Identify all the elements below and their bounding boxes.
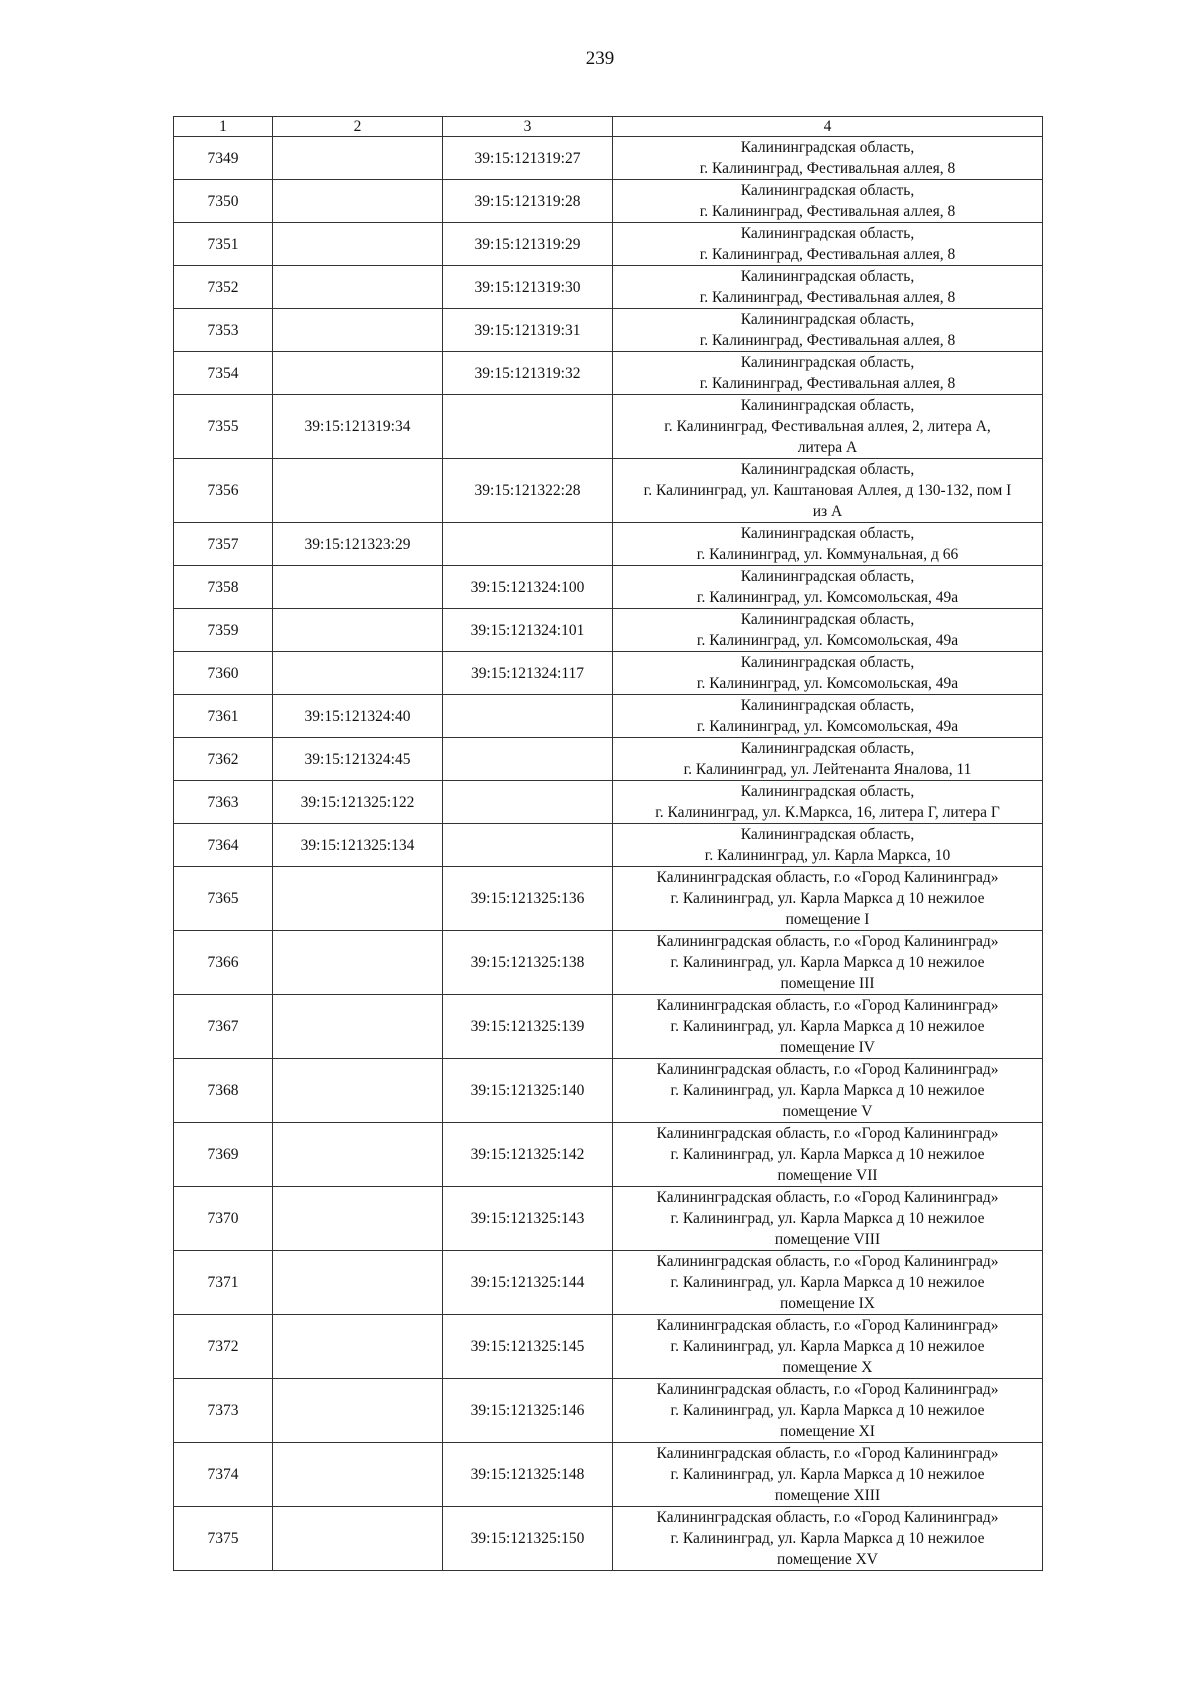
cadastral-number-cell: [273, 931, 443, 995]
cadastral-number-cell: 39:15:121324:40: [273, 695, 443, 738]
row-number-cell: 7363: [174, 781, 273, 824]
premises-number-cell: 39:15:121324:117: [443, 652, 613, 695]
premises-number-cell: 39:15:121325:145: [443, 1315, 613, 1379]
table-row: [174, 995, 1043, 1059]
row-number-cell: 7355: [174, 395, 273, 459]
row-number-cell: 7361: [174, 695, 273, 738]
column-header-1: 1: [174, 117, 273, 137]
row-number-cell: 7352: [174, 266, 273, 309]
row-number-cell: 7375: [174, 1507, 273, 1571]
cadastral-number-cell: [273, 1507, 443, 1571]
column-header-4: 4: [613, 117, 1043, 137]
table-row: [174, 931, 1043, 995]
cadastral-number-cell: 39:15:121325:122: [273, 781, 443, 824]
address-cell: Калининградская область, г. Калининград, ул. Комсомольская, 49а: [613, 695, 1043, 738]
cadastral-number-cell: [273, 223, 443, 266]
cadastral-number-cell: 39:15:121319:34: [273, 395, 443, 459]
table-row: [174, 223, 1043, 266]
address-cell: Калининградская область, г. Калининград, ул. Коммунальная, д 66: [613, 523, 1043, 566]
premises-number-cell: 39:15:121325:142: [443, 1123, 613, 1187]
table-row: [174, 824, 1043, 867]
cadastral-number-cell: [273, 995, 443, 1059]
table-row: [174, 266, 1043, 309]
premises-number-cell: [443, 395, 613, 459]
row-number-cell: 7374: [174, 1443, 273, 1507]
table-row: [174, 180, 1043, 223]
address-cell: Калининградская область, г.о «Город Калининград» г. Калининград, ул. Карла Маркса д 10 нежилое помещение III: [613, 931, 1043, 995]
cadastral-number-cell: [273, 1443, 443, 1507]
cadastral-number-cell: [273, 566, 443, 609]
row-number-cell: 7351: [174, 223, 273, 266]
table-row: [174, 1379, 1043, 1443]
premises-number-cell: [443, 523, 613, 566]
row-number-cell: 7371: [174, 1251, 273, 1315]
row-number-cell: 7357: [174, 523, 273, 566]
table-row: [174, 1315, 1043, 1379]
premises-number-cell: [443, 695, 613, 738]
cadastral-number-cell: [273, 180, 443, 223]
table-row: [174, 867, 1043, 931]
premises-number-cell: 39:15:121319:29: [443, 223, 613, 266]
row-number-cell: 7359: [174, 609, 273, 652]
address-cell: Калининградская область, г.о «Город Калининград» г. Калининград, ул. Карла Маркса д 10 нежилое помещение I: [613, 867, 1043, 931]
address-cell: Калининградская область, г. Калининград, Фестивальная аллея, 8: [613, 266, 1043, 309]
premises-number-cell: 39:15:121325:150: [443, 1507, 613, 1571]
row-number-cell: 7360: [174, 652, 273, 695]
premises-number-cell: 39:15:121325:144: [443, 1251, 613, 1315]
table-row: [174, 395, 1043, 459]
address-cell: Калининградская область, г.о «Город Калининград» г. Калининград, ул. Карла Маркса д 10 нежилое помещение IV: [613, 995, 1043, 1059]
address-cell: Калининградская область, г.о «Город Калининград» г. Калининград, ул. Карла Маркса д 10 нежилое помещение VII: [613, 1123, 1043, 1187]
address-cell: Калининградская область, г. Калининград, Фестивальная аллея, 8: [613, 180, 1043, 223]
address-cell: Калининградская область, г. Калининград, Фестивальная аллея, 8: [613, 223, 1043, 266]
row-number-cell: 7349: [174, 137, 273, 180]
cadastral-number-cell: 39:15:121325:134: [273, 824, 443, 867]
address-cell: Калининградская область, г. Калининград, Фестивальная аллея, 2, литера А, литера А: [613, 395, 1043, 459]
table-row: [174, 1059, 1043, 1123]
premises-number-cell: 39:15:121325:136: [443, 867, 613, 931]
cadastral-number-cell: [273, 309, 443, 352]
table-row: [174, 609, 1043, 652]
address-cell: Калининградская область, г. Калининград, ул. Каштановая Аллея, д 130-132, пом I из А: [613, 459, 1043, 523]
row-number-cell: 7368: [174, 1059, 273, 1123]
table-row: [174, 309, 1043, 352]
address-cell: Калининградская область, г. Калининград, ул. Комсомольская, 49а: [613, 652, 1043, 695]
premises-number-cell: 39:15:121319:28: [443, 180, 613, 223]
premises-number-cell: 39:15:121325:148: [443, 1443, 613, 1507]
table-row: [174, 1507, 1043, 1571]
table-row: [174, 137, 1043, 180]
table-row: [174, 523, 1043, 566]
address-cell: Калининградская область, г. Калининград, ул. Карла Маркса, 10: [613, 824, 1043, 867]
address-cell: Калининградская область, г.о «Город Калининград» г. Калининград, ул. Карла Маркса д 10 нежилое помещение IX: [613, 1251, 1043, 1315]
row-number-cell: 7370: [174, 1187, 273, 1251]
address-cell: Калининградская область, г. Калининград, Фестивальная аллея, 8: [613, 137, 1043, 180]
column-header-2: 2: [273, 117, 443, 137]
row-number-cell: 7358: [174, 566, 273, 609]
address-cell: Калининградская область, г.о «Город Калининград» г. Калининград, ул. Карла Маркса д 10 нежилое помещение V: [613, 1059, 1043, 1123]
row-number-cell: 7367: [174, 995, 273, 1059]
page-number: 239: [585, 48, 615, 69]
address-cell: Калининградская область, г.о «Город Калининград» г. Калининград, ул. Карла Маркса д 10 нежилое помещение XI: [613, 1379, 1043, 1443]
premises-number-cell: 39:15:121325:143: [443, 1187, 613, 1251]
table-row: [174, 566, 1043, 609]
address-cell: Калининградская область, г.о «Город Калининград» г. Калининград, ул. Карла Маркса д 10 нежилое помещение XIII: [613, 1443, 1043, 1507]
column-header-3: 3: [443, 117, 613, 137]
premises-number-cell: 39:15:121325:139: [443, 995, 613, 1059]
row-number-cell: 7353: [174, 309, 273, 352]
premises-number-cell: 39:15:121319:32: [443, 352, 613, 395]
table-row: [174, 652, 1043, 695]
row-number-cell: 7362: [174, 738, 273, 781]
premises-number-cell: [443, 738, 613, 781]
cadastral-number-cell: [273, 1187, 443, 1251]
premises-number-cell: 39:15:121322:28: [443, 459, 613, 523]
premises-number-cell: 39:15:121319:27: [443, 137, 613, 180]
row-number-cell: 7365: [174, 867, 273, 931]
cadastral-number-cell: [273, 137, 443, 180]
cadastral-number-cell: [273, 1315, 443, 1379]
cadastral-number-cell: [273, 1379, 443, 1443]
row-number-cell: 7369: [174, 1123, 273, 1187]
table-row: [174, 1187, 1043, 1251]
row-number-cell: 7350: [174, 180, 273, 223]
address-cell: Калининградская область, г. Калининград, ул. Лейтенанта Яналова, 11: [613, 738, 1043, 781]
address-cell: Калининградская область, г. Калининград, ул. Комсомольская, 49а: [613, 566, 1043, 609]
table-row: [174, 1123, 1043, 1187]
cadastral-number-cell: [273, 352, 443, 395]
cadastral-number-cell: [273, 609, 443, 652]
cadastral-number-cell: [273, 266, 443, 309]
address-cell: Калининградская область, г. Калининград, Фестивальная аллея, 8: [613, 309, 1043, 352]
cadastral-number-cell: [273, 1251, 443, 1315]
table-row: [174, 1251, 1043, 1315]
registry-table: [173, 116, 1043, 1571]
row-number-cell: 7372: [174, 1315, 273, 1379]
premises-number-cell: 39:15:121325:146: [443, 1379, 613, 1443]
header-row: [174, 117, 1043, 137]
address-cell: Калининградская область, г.о «Город Калининград» г. Калининград, ул. Карла Маркса д 10 нежилое помещение X: [613, 1315, 1043, 1379]
address-cell: Калининградская область, г.о «Город Калининград» г. Калининград, ул. Карла Маркса д 10 нежилое помещение XV: [613, 1507, 1043, 1571]
table-row: [174, 459, 1043, 523]
premises-number-cell: 39:15:121325:140: [443, 1059, 613, 1123]
cadastral-number-cell: [273, 867, 443, 931]
row-number-cell: 7366: [174, 931, 273, 995]
row-number-cell: 7364: [174, 824, 273, 867]
premises-number-cell: 39:15:121325:138: [443, 931, 613, 995]
premises-number-cell: 39:15:121324:100: [443, 566, 613, 609]
table-row: [174, 738, 1043, 781]
premises-number-cell: 39:15:121319:31: [443, 309, 613, 352]
cadastral-number-cell: [273, 652, 443, 695]
premises-number-cell: 39:15:121319:30: [443, 266, 613, 309]
row-number-cell: 7373: [174, 1379, 273, 1443]
table-row: [174, 352, 1043, 395]
cadastral-number-cell: [273, 1123, 443, 1187]
table-row: [174, 1443, 1043, 1507]
premises-number-cell: 39:15:121324:101: [443, 609, 613, 652]
cadastral-number-cell: [273, 1059, 443, 1123]
address-cell: Калининградская область, г. Калининград, ул. К.Маркса, 16, литера Г, литера Г: [613, 781, 1043, 824]
premises-number-cell: [443, 781, 613, 824]
table-body: [174, 137, 1043, 1571]
address-cell: Калининградская область, г.о «Город Калининград» г. Калининград, ул. Карла Маркса д 10 нежилое помещение VIII: [613, 1187, 1043, 1251]
row-number-cell: 7354: [174, 352, 273, 395]
cadastral-number-cell: 39:15:121324:45: [273, 738, 443, 781]
table-row: [174, 781, 1043, 824]
address-cell: Калининградская область, г. Калининград, ул. Комсомольская, 49а: [613, 609, 1043, 652]
premises-number-cell: [443, 824, 613, 867]
cadastral-number-cell: [273, 459, 443, 523]
table-row: [174, 695, 1043, 738]
row-number-cell: 7356: [174, 459, 273, 523]
cadastral-number-cell: 39:15:121323:29: [273, 523, 443, 566]
address-cell: Калининградская область, г. Калининград, Фестивальная аллея, 8: [613, 352, 1043, 395]
